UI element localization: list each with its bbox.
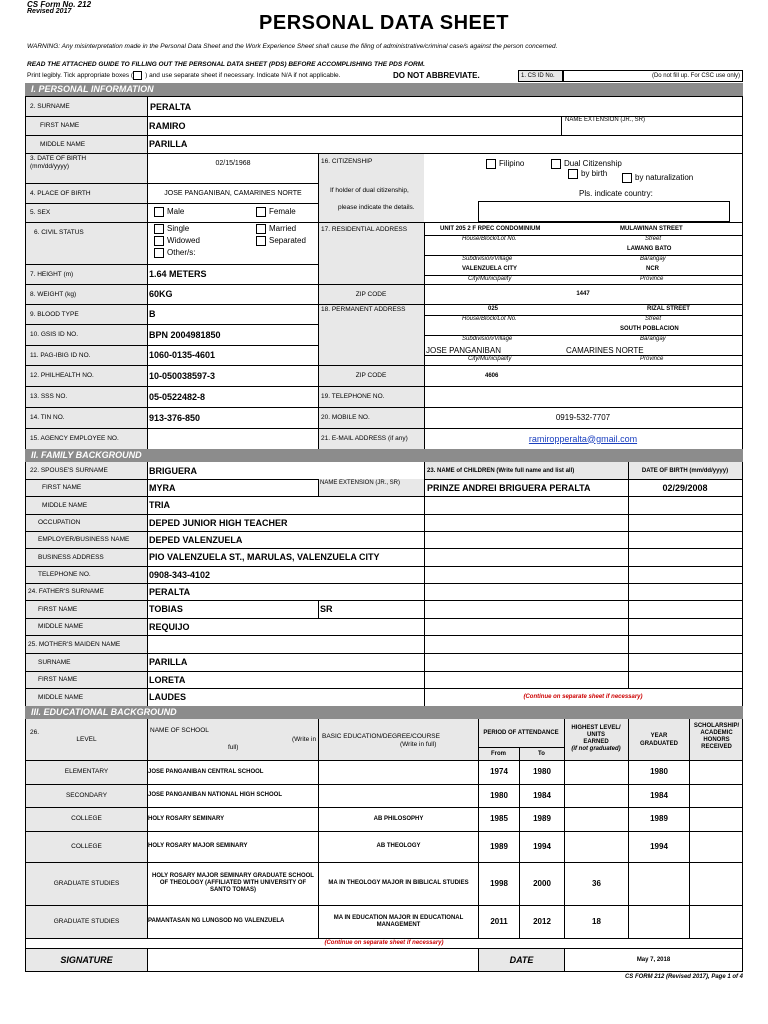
form-revision: Revised 2017 <box>27 8 72 15</box>
edu-units[interactable]: 36 <box>592 878 601 888</box>
civil-separated[interactable] <box>256 236 306 246</box>
edu-col-school-c: full) <box>228 744 239 751</box>
family-continue-note: (Continue on separate sheet if necessary) <box>523 694 643 700</box>
father-middle-field[interactable]: REQUIJO <box>149 621 190 632</box>
edu-to[interactable]: 1980 <box>533 767 551 777</box>
edu-units[interactable] <box>565 831 628 862</box>
print-legibly-text <box>27 71 340 80</box>
civil-married[interactable] <box>256 224 296 234</box>
edu-year[interactable] <box>629 862 689 905</box>
edu-honors[interactable] <box>690 784 742 807</box>
father-surname-label: 24. FATHER'S SURNAME <box>28 588 104 595</box>
married-text: Married <box>269 224 297 234</box>
occupation-field[interactable]: DEPED JUNIOR HIGH TEACHER <box>149 517 288 528</box>
edu-honors[interactable] <box>690 831 742 862</box>
edu-level: GRADUATE STUDIES <box>53 879 120 887</box>
year-a: YEAR <box>650 733 668 739</box>
height-field[interactable]: 1.64 METERS <box>149 269 207 279</box>
perm-house[interactable]: 025 <box>488 306 499 312</box>
edu-level: ELEMENTARY <box>64 768 109 776</box>
print-legibly-a: Print legibly. Tick appropriate boxes ( <box>27 72 134 80</box>
city-lbl: City/Municipality <box>468 276 512 282</box>
telephone-label-family: TELEPHONE NO. <box>38 571 91 578</box>
edu-level: SECONDARY <box>65 791 108 799</box>
surname-field[interactable]: PERALTA <box>150 101 192 112</box>
edu-col-course-a: BASIC EDUCATION/DEGREE/COURSE <box>322 733 440 740</box>
units-b: EARNED <box>583 739 609 745</box>
dob-label <box>30 155 140 171</box>
mother-first-field[interactable]: LORETA <box>149 674 186 685</box>
weight-field[interactable]: 60KG <box>149 289 173 299</box>
edu-col-period: PERIOD OF ATTENDANCE <box>483 730 559 736</box>
edu-school[interactable]: JOSE PANGANIBAN CENTRAL SCHOOL <box>148 768 264 775</box>
warning-text: WARNING: Any misinterpretation made in the Personal Data Sheet and the Work Experience Sheet shall cause the filing of administrative/criminal case/s against the person concerned. <box>27 43 558 50</box>
edu-school[interactable]: JOSE PANGANIBAN NATIONAL HIGH SCHOOL <box>148 792 283 799</box>
edu-col-level: LEVEL <box>76 736 97 743</box>
edu-level: GRADUATE STUDIES <box>53 917 120 925</box>
edu-honors[interactable] <box>690 862 742 905</box>
mother-first-label: FIRST NAME <box>38 676 78 683</box>
tick-box-sample <box>133 71 142 80</box>
child1-name[interactable]: PRINZE ANDREI BRIGUERA PERALTA <box>427 482 591 493</box>
edu-course[interactable] <box>319 760 478 784</box>
occupation-label: OCCUPATION <box>38 519 81 526</box>
cs-id-field[interactable] <box>563 70 743 82</box>
mother-surname-label: SURNAME <box>38 658 71 666</box>
checkbox-icon <box>154 207 164 217</box>
edu-to[interactable]: 1984 <box>533 790 551 800</box>
sss-field[interactable]: 05-0522482-8 <box>149 391 206 402</box>
father-ext-field[interactable]: SR <box>320 604 333 614</box>
edu-honors[interactable] <box>690 760 742 784</box>
perm-subdiv-lbl: Subdivision/Village <box>462 336 513 342</box>
form-number: CS Form No. 212 <box>27 0 92 9</box>
edu-year[interactable]: 1989 <box>650 814 668 824</box>
edu-school[interactable]: HOLY ROSARY MAJOR SEMINARY GRADUATE SCHOOL OF THEOLOGY (AFFILIATED WITH UNIVERSITY OF SANTO TOMAS) <box>152 873 314 893</box>
edu-level: COLLEGE <box>71 815 102 823</box>
name-ext-label: NAME EXTENSION (JR., SR) <box>565 117 646 123</box>
mother-surname-field[interactable]: PARILLA <box>149 657 188 667</box>
residential-label: 17. RESIDENTIAL ADDRESS <box>321 226 408 233</box>
height-label: 7. HEIGHT (m) <box>30 270 74 278</box>
sex-female[interactable] <box>256 207 296 217</box>
perm-barangay-lbl: Barangay <box>640 336 666 342</box>
sex-label: 5. SEX <box>30 209 51 216</box>
perm-city-lbl: City/Municipality <box>468 356 512 362</box>
spouse-middle-label: MIDDLE NAME <box>42 501 88 509</box>
single-text: Single <box>167 224 190 234</box>
edu-col-honors: SCHOLARSHIP/ ACADEMIC HONORS RECEIVED <box>693 723 740 750</box>
pagibig-field[interactable]: 1060-0135-4601 <box>149 350 216 360</box>
pagibig-label: 11. PAG-IBIG ID NO. <box>30 351 91 359</box>
edu-col-year <box>630 732 688 748</box>
checkbox-icon <box>154 224 164 234</box>
edu-year[interactable]: 1994 <box>650 841 668 851</box>
edu-units[interactable] <box>565 784 628 807</box>
edu-course[interactable]: AB THEOLOGY <box>376 843 421 850</box>
edu-from[interactable]: 1980 <box>490 790 508 800</box>
section-family: II. FAMILY BACKGROUND <box>25 449 743 462</box>
res-barangay[interactable]: LAWANG BATO <box>627 246 672 252</box>
edu-level: COLLEGE <box>71 842 102 850</box>
edu-col-to: To <box>538 750 545 757</box>
edu-school[interactable]: HOLY ROSARY SEMINARY <box>148 815 225 822</box>
dual-note-2: please indicate the details. <box>338 204 415 211</box>
citizenship-label: 16. CITIZENSHIP <box>321 158 373 165</box>
dual-by-naturalization[interactable] <box>622 173 693 183</box>
res-province[interactable]: NCR <box>646 266 659 272</box>
citizenship-filipino[interactable] <box>486 159 524 169</box>
cs-id-label: 1. CS ID No. <box>518 70 563 82</box>
edu-units[interactable]: 18 <box>592 916 601 926</box>
others-text: Other/s: <box>167 248 196 258</box>
spouse-telephone-field[interactable]: 0908-343-4102 <box>149 569 211 580</box>
first-name-field[interactable]: RAMIRO <box>149 120 186 131</box>
pob-label: 4. PLACE OF BIRTH <box>30 189 91 197</box>
checkbox-icon <box>154 248 164 258</box>
edu-honors[interactable] <box>690 905 742 938</box>
spouse-surname-label: 22. SPOUSE'S SURNAME <box>30 467 108 474</box>
checkbox-icon <box>256 236 266 246</box>
street-lbl: Street <box>645 236 662 242</box>
middle-name-label: MIDDLE NAME <box>40 140 86 148</box>
checkbox-icon <box>622 173 632 183</box>
perm-province[interactable]: CAMARINES NORTE <box>566 346 644 355</box>
res-zip-label: ZIP CODE <box>355 290 387 298</box>
filipino-text: Filipino <box>499 159 525 169</box>
child1-dob[interactable]: 02/29/2008 <box>662 482 708 493</box>
employer-label: EMPLOYER/BUSINESS NAME <box>38 536 130 543</box>
agency-label: 15. AGENCY EMPLOYEE NO. <box>30 435 119 442</box>
page-note: CS FORM 212 (Revised 2017), Page 1 of 4 <box>624 974 743 980</box>
civil-status-label: 6. CIVIL STATUS <box>34 229 84 236</box>
mobile-label: 20. MOBILE NO. <box>321 414 370 421</box>
section-education: III. EDUCATIONAL BACKGROUND <box>25 706 743 719</box>
pob-field[interactable]: JOSE PANGANIBAN, CAMARINES NORTE <box>164 189 302 197</box>
edu-from[interactable]: 1998 <box>490 878 508 888</box>
spouse-middle-field[interactable]: TRIA <box>149 500 170 510</box>
email-field[interactable]: ramiropperalta@gmail.com <box>528 433 638 444</box>
subdiv-lbl: Subdivision/Village <box>462 256 513 262</box>
perm-barangay[interactable]: SOUTH POBLACION <box>620 326 679 332</box>
civil-single[interactable] <box>154 224 189 234</box>
signature-field[interactable] <box>148 949 478 971</box>
mother-maiden-label: 25. MOTHER'S MAIDEN NAME <box>28 640 121 648</box>
spouse-first-field[interactable]: MYRA <box>149 482 176 493</box>
date-label: DATE <box>509 955 534 965</box>
first-name-label: FIRST NAME <box>40 122 80 129</box>
perm-street-lbl: Street <box>645 316 662 322</box>
res-city[interactable]: VALENZUELA CITY <box>462 266 517 272</box>
edu-course[interactable]: AB PHILOSOPHY <box>373 815 424 822</box>
sex-male[interactable] <box>154 207 184 217</box>
gsis-label: 10. GSIS ID NO. <box>30 331 79 338</box>
checkbox-icon <box>551 159 561 169</box>
edu-course[interactable]: MA IN THEOLOGY MAJOR IN BIBLICAL STUDIES <box>328 880 469 887</box>
edu-course[interactable] <box>319 784 478 807</box>
edu-to[interactable]: 2000 <box>533 878 551 888</box>
dob-format: (mm/dd/yyyy) <box>30 163 69 170</box>
middle-name-field[interactable]: PARILLA <box>149 139 188 149</box>
house-lbl: House/Block/Lot No. <box>462 236 517 242</box>
date-field[interactable]: May 7, 2018 <box>636 957 671 963</box>
edu-from[interactable]: 1985 <box>490 814 508 824</box>
dual-note-1: If holder of dual citizenship, <box>330 187 409 194</box>
child-dob-label: DATE OF BIRTH (mm/dd/yyyy) <box>641 467 729 474</box>
edu-year[interactable] <box>629 905 689 938</box>
edu-to[interactable]: 1989 <box>533 814 551 824</box>
section-personal-info: I. PERSONAL INFORMATION <box>25 83 743 96</box>
province-lbl: Province <box>640 276 664 282</box>
dob-label-text: 3. DATE OF BIRTH <box>30 155 87 162</box>
dual-by-birth[interactable] <box>568 169 607 179</box>
telephone-field[interactable] <box>426 386 742 407</box>
philhealth-label: 12. PHILHEALTH NO. <box>30 372 94 379</box>
read-guide-text: READ THE ATTACHED GUIDE TO FILLING OUT THE PERSONAL DATA SHEET (PDS) BEFORE ACCOMPLISHING THE PDS FORM. <box>27 61 425 68</box>
spouse-first-label: FIRST NAME <box>42 484 82 491</box>
edu-school[interactable]: HOLY ROSARY MAJOR SEMINARY <box>148 843 248 850</box>
edu-col-school-b: (Write in <box>292 736 317 743</box>
checkbox-icon <box>256 224 266 234</box>
father-first-field[interactable]: TOBIAS <box>149 604 183 614</box>
perm-province-lbl: Province <box>640 356 664 362</box>
edu-units[interactable] <box>565 760 628 784</box>
units-a: HIGHEST LEVEL/ UNITS <box>571 725 621 738</box>
permanent-label: 18. PERMANENT ADDRESS <box>321 306 406 313</box>
edu-col-school-a: NAME OF SCHOOL <box>150 727 209 734</box>
checkbox-icon <box>486 159 496 169</box>
barangay-lbl: Barangay <box>640 256 666 262</box>
male-text: Male <box>167 207 185 217</box>
edu-to[interactable]: 2012 <box>533 916 551 926</box>
edu-col-units <box>566 725 626 753</box>
checkbox-icon <box>256 207 266 217</box>
telephone-label: 19. TELEPHONE NO. <box>321 393 385 400</box>
civil-others[interactable] <box>154 248 195 258</box>
edu-year[interactable]: 1980 <box>650 767 668 777</box>
year-b: GRADUATED <box>640 741 678 747</box>
mother-middle-field[interactable]: LAUDES <box>149 692 187 702</box>
gsis-field[interactable]: BPN 2004981850 <box>149 329 221 340</box>
separated-text: Separated <box>269 236 306 246</box>
perm-zip-label: ZIP CODE <box>355 372 387 379</box>
checkbox-icon <box>154 236 164 246</box>
employer-field[interactable]: DEPED VALENZUELA <box>149 534 243 545</box>
perm-house-lbl: House/Block/Lot No. <box>462 316 517 322</box>
csc-use-note: (Do not fill up. For CSC use only) <box>651 73 740 79</box>
edu-to[interactable]: 1994 <box>533 841 551 851</box>
res-zip-field[interactable]: 1447 <box>576 291 590 297</box>
civil-widowed[interactable] <box>154 236 200 246</box>
weight-label: 8. WEIGHT (kg) <box>30 290 77 298</box>
print-legibly-b: ) and use separate sheet if necessary. Indicate N/A if not applicable. <box>145 72 341 80</box>
edu-col-course-b: (Write in full) <box>400 741 437 748</box>
dual-text: Dual Citizenship <box>564 159 622 169</box>
mother-middle-label: MIDDLE NAME <box>38 693 84 701</box>
signature-label: SIGNATURE <box>60 955 113 965</box>
res-street[interactable]: MULAWINAN STREET <box>620 226 683 232</box>
father-surname-field[interactable]: PERALTA <box>149 586 191 597</box>
pls-indicate-country: Pls. indicate country: <box>579 189 653 198</box>
page-title: PERSONAL DATA SHEET <box>259 12 509 34</box>
by-naturalization-text: by naturalization <box>635 173 694 183</box>
tin-field[interactable]: 913-376-850 <box>149 412 201 423</box>
children-label: 23. NAME of CHILDREN (Write full name and list all) <box>427 467 575 474</box>
spouse-name-ext-label: NAME EXTENSION (JR., SR) <box>319 479 424 496</box>
edu-continue-note: (Continue on separate sheet if necessary) <box>324 939 444 946</box>
edu-year[interactable]: 1984 <box>650 790 668 800</box>
perm-city[interactable]: JOSE PANGANIBAN <box>426 346 501 355</box>
res-house[interactable]: UNIT 205 2 F RPEC CONDOMINIUM <box>440 226 541 232</box>
perm-zip-field[interactable]: 4606 <box>485 372 499 379</box>
checkbox-icon <box>568 169 578 179</box>
spouse-surname-field[interactable]: BRIGUERA <box>149 465 198 476</box>
email-label: 21. E-MAIL ADDRESS (if any) <box>321 435 408 442</box>
philhealth-field[interactable]: 10-050038597-3 <box>149 370 216 381</box>
tin-label: 14. TIN NO. <box>30 414 65 421</box>
sss-label: 13. SSS NO. <box>30 393 68 400</box>
dob-field[interactable]: 02/15/1968 <box>215 159 251 167</box>
father-first-label: FIRST NAME <box>38 605 78 613</box>
blood-label: 9. BLOOD TYPE <box>30 310 79 318</box>
edu-school[interactable]: PAMANTASAN NG LUNGSOD NG VALENZUELA <box>148 918 285 925</box>
mobile-field[interactable]: 0919-532-7707 <box>555 413 611 422</box>
business-addr-field[interactable]: PIO VALENZUELA ST., MARULAS, VALENZUELA CITY <box>149 552 380 562</box>
surname-label: 2. SURNAME <box>30 103 70 110</box>
agency-field[interactable] <box>149 428 317 449</box>
female-text: Female <box>269 207 296 217</box>
do-not-abbreviate: DO NOT ABBREVIATE. <box>393 71 480 80</box>
edu-num: 26. <box>30 729 40 736</box>
edu-from[interactable]: 1974 <box>490 767 508 777</box>
edu-units[interactable] <box>565 807 628 831</box>
by-birth-text: by birth <box>581 169 608 179</box>
edu-col-from: From <box>491 750 506 757</box>
edu-honors[interactable] <box>690 807 742 831</box>
edu-from[interactable]: 1989 <box>490 841 508 851</box>
business-addr-label: BUSINESS ADDRESS <box>38 553 104 561</box>
units-c: (if not graduated) <box>571 746 621 752</box>
blood-field[interactable]: B <box>149 309 156 319</box>
citizenship-dual[interactable] <box>551 159 622 169</box>
perm-street[interactable]: RIZAL STREET <box>647 306 690 312</box>
edu-course[interactable]: MA IN EDUCATION MAJOR IN EDUCATIONAL MANAGEMENT <box>333 914 464 928</box>
father-middle-label: MIDDLE NAME <box>38 623 84 630</box>
dual-country-field[interactable] <box>478 201 730 222</box>
widowed-text: Widowed <box>167 236 200 246</box>
edu-from[interactable]: 2011 <box>490 916 508 926</box>
